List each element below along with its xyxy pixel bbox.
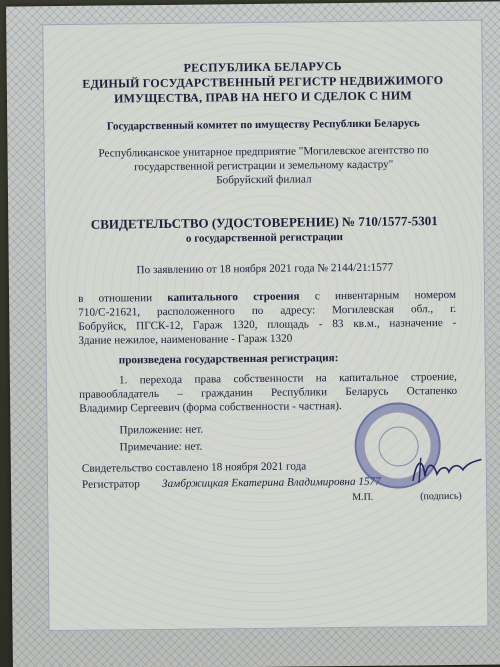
- committee-name: Государственный комитет по имуществу Республики Беларусь: [106, 117, 420, 133]
- seal-place-label: М.П.: [352, 491, 374, 503]
- object-line-4: Здание нежилое, наименование - Гараж 1320: [78, 332, 293, 347]
- object-prefix: в отношении: [78, 291, 168, 305]
- certificate-sheet: [6, 1, 500, 667]
- certificate-subtitle: о государственной регистрации: [185, 231, 343, 245]
- certificate-frame: [42, 20, 488, 632]
- organization-line-3: Бобруйский филиал: [216, 173, 312, 187]
- registrar-name: Замбржицкая Екатерина Владимировна 1577: [161, 475, 381, 490]
- header-register: ЕДИНЫЙ ГОСУДАРСТВЕННЫЙ РЕГИСТР НЕДВИЖИМОГО: [82, 73, 444, 91]
- header-republic: РЕСПУБЛИКА БЕЛАРУСЬ: [183, 59, 342, 75]
- appendix-line: Приложение: нет.: [119, 423, 204, 437]
- registration-heading: произведена государственная регистрация:: [118, 352, 339, 367]
- signature-label: (подпись): [420, 490, 462, 503]
- object-line-3: Бобруйск, ПГСК-12, Гараж 1320, площадь - 83 кв.м., назначение -: [78, 316, 457, 333]
- note-line: Примечание: нет.: [119, 440, 203, 454]
- registration-item-line-2: правообладатель – гражданин Республики Беларусь Остапенко: [79, 384, 458, 401]
- certificate-title: СВИДЕТЕЛЬСТВО (УДОСТОВЕРЕНИЕ) № 710/1577-5301: [90, 213, 438, 232]
- handwritten-signature: [407, 450, 487, 491]
- object-line-1-rest: с инвентарным номером: [299, 288, 457, 303]
- registrar-label: Регистратор: [81, 478, 140, 491]
- registration-item-line-1: 1. перехода права собственности на капитальное строение,: [118, 370, 457, 387]
- header-register-cont: ИМУЩЕСТВА, ПРАВ НА НЕГО И СДЕЛОК С НИМ: [114, 88, 412, 106]
- compiled-line: Свидетельство составлено 18 ноября 2021 года: [81, 460, 307, 475]
- organization-line-1: Республиканское унитарное предприятие "Могилевское агентство по: [98, 144, 429, 160]
- registration-item-line-3: Владимир Сергеевич (форма собственности - частная).: [79, 400, 342, 415]
- object-bold-term: капитального строения: [167, 290, 300, 304]
- object-line-2: 710/С-21621, расположенного по адресу: Могилевская обл., г.: [78, 302, 457, 319]
- application-line: По заявлению от 18 ноября 2021 года № 2144/21:1577: [136, 261, 394, 277]
- organization-line-2: государственной регистрации и земельному кадастру": [134, 158, 394, 174]
